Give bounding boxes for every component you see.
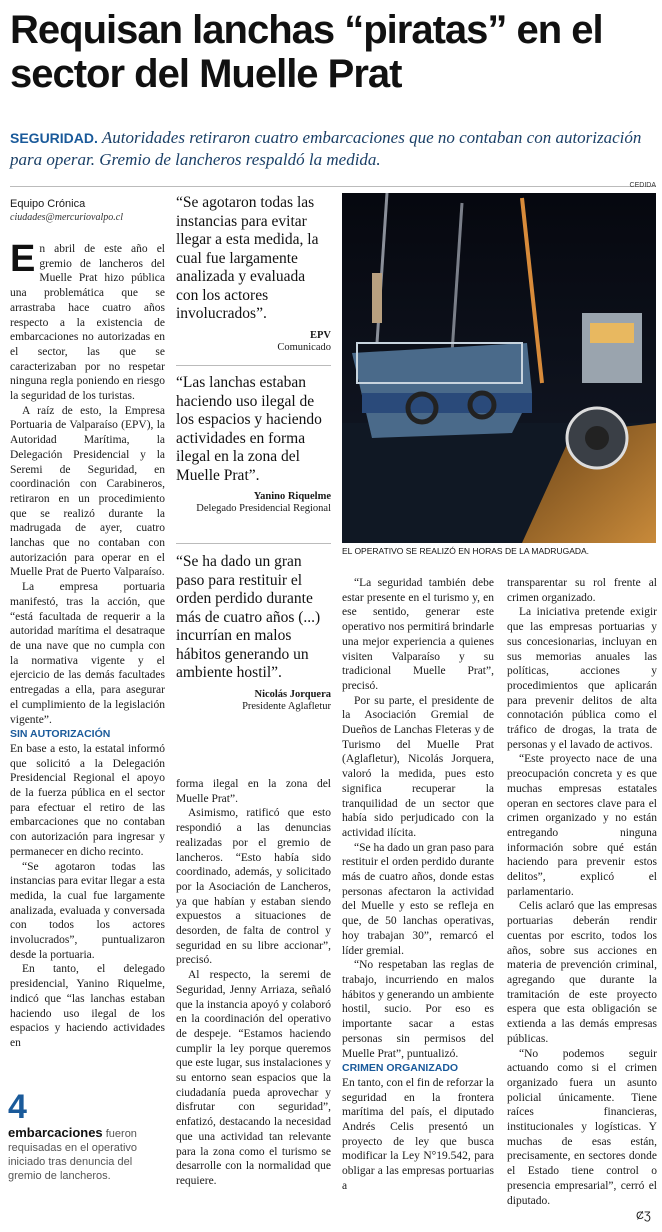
paragraph: forma ilegal en la zona del Muelle Prat”. (176, 778, 331, 805)
paragraph: En abril de este año el gremio de lancheros del Muelle Prat hizo pública una problemática que se arrastraba hace cuatro años respecto a la existencia de embarcaciones no autorizadas en el sector, las que se caracterizaban por no respetar ninguna regla poniendo en riesgo la seguridad de los turistas. (10, 238, 165, 403)
paragraph: Por su parte, el presidente de la Asociación Gremial de Dueños de Lanchas Fleteras y de Turismo del Muelle Prat (Aglafletur), Nicolás Jorquera, valoró la medida, pues esto significa recuperar la tranquilidad de un sector que había sido perjudicado con la actividad ilícita. (342, 694, 494, 839)
article-column-2 (176, 777, 331, 1189)
photo-caption: EL OPERATIVO SE REALIZÓ EN HORAS DE LA MADRUGADA. (342, 546, 590, 556)
factbox-strong: embarcaciones (8, 1125, 103, 1140)
deck-kicker: SEGURIDAD. (10, 130, 98, 146)
photo-boat-at-night (342, 193, 656, 543)
quote-role: Delegado Presidencial Regional (196, 503, 331, 514)
quote-name: EPV (310, 329, 331, 341)
subhead-sin-autorizacion: SIN AUTORIZACIÓN (10, 728, 111, 741)
quote-text: “Se ha dado un gran paso para restituir el orden perdido durante más de cuatro años (...) incurrían en malos hábitos generando un ambiente hostil”. (176, 553, 321, 681)
headline: Requisan lanchas “piratas” en el sector del Muelle Prat (10, 8, 603, 96)
quote-text: “Las lanchas estaban haciendo uso ilegal de los espacios y haciendo actividades en forma ilegal en la zona del Muelle Prat”. (176, 374, 322, 484)
paragraph: “Se ha dado un gran paso para restituir el orden perdido durante más de cuatro años, donde estas personas afectaron la actividad del Muelle y esto se refleja en que, de 50 lanchas operativas, hoy trabajan 30”, remarcó el líder gremial. (342, 841, 494, 957)
article-column-4 (507, 576, 657, 1208)
divider (10, 186, 656, 187)
paragraph: La empresa portuaria manifestó, tras la acción, que “está facultada de requerir a la autoridad marítima el desatraque de una nave que no cumpla con la normativa vigente y el ejercicio de las demás facultades entregadas a ella, para asegurar el cumplimiento de la legislación vigente”. (10, 581, 165, 726)
pull-quote-1 (176, 194, 331, 353)
quote-name: Nicolás Jorquera (254, 688, 331, 700)
byline-author: Equipo Crónica (10, 198, 86, 210)
paragraph: A raíz de esto, la Empresa Portuaria de Valparaíso (EPV), la Autoridad Marítima, la Delegación Presidencial y la Seremi de Seguridad, en coordinación con Carabineros, retiraron en un procedimiento que se realizó durante la madrugada de ayer, cuatro lanchas que no contaban con autorización para operar en el Muelle Prat de Puerto Valparaíso. (10, 404, 165, 579)
byline (10, 197, 165, 225)
factbox-number: 4 (8, 1088, 27, 1126)
quote-role: Comunicado (277, 341, 331, 353)
paragraph: En base a esto, la estatal informó que solicitó a la Delegación Presidencial Regional el apoyo de la fuerza pública en el sector para efectuar el retiro de las embarcaciones que no contaban con autorización para ingresar y permanecer en dicho recinto. (10, 742, 165, 858)
paragraph: transparentar su rol frente al crimen organizado. (507, 577, 657, 604)
article-column-1 (10, 238, 165, 1051)
quote-name: Yanino Riquelme (253, 491, 331, 502)
drop-cap: E (10, 238, 36, 280)
quote-role: Presidente Aglafletur (242, 700, 331, 712)
subhead-crimen-organizado: CRIMEN ORGANIZADO (342, 1062, 459, 1075)
article-column-3 (342, 576, 494, 1194)
paragraph: “No podemos seguir actuando como si el crimen organizado fuera un asunto policial únicamente. Tiene raíces financieras, institucionales y logísticas. Y muchas de esas están, precisamente, en sectores donde el Estado tiene control o presencia empresarial”, cerró el diputado. (507, 1047, 657, 1207)
paragraph: En tanto, con el fin de reforzar la seguridad en la frontera marítima del país, el diputado Andrés Celis presentó un proyecto de ley que busca modificar la Ley N°19.542, para obligar a las empresas portuarias a (342, 1076, 494, 1192)
end-mark-icon: ȻƷ (636, 1210, 651, 1222)
deck-text: Autoridades retiraron cuatro embarcaciones que no contaban con autorización para operar. Gremio de lancheros respaldó la medida. (10, 128, 642, 169)
paragraph: “Este proyecto nace de una preocupación concreta y es que muchas empresas estatales operan en sectores clave para el crimen organizado y no están entregando ninguna información sobre qué están haciendo para prevenir estos delitos”, explicó el parlamentario. (507, 753, 657, 898)
paragraph: Celis aclaró que las empresas portuarias deberán rendir cuentas por escrito, todos los años, sobre sus acciones en materia de prevención criminal, agregando que durante la tramitación de este proyecto espera que esta obligación se extienda a las demás empresas públicas. (507, 900, 657, 1045)
pull-quote-3 (176, 553, 331, 712)
paragraph: “Se agotaron todas las instancias para evitar llegar a esta medida, la cual fue largamente analizada, evaluada y conversada con todos los actores involucrados”, puntualizaron desde la portuaria. (10, 860, 165, 961)
deck (10, 127, 655, 171)
divider (176, 365, 331, 366)
paragraph: “La seguridad también debe estar presente en el turismo y, en ese sentido, generar este operativo nos permitirá brindarle una mejor experiencia a quienes visiten Valparaíso y su tradicional Muelle Prat”, precisó. (342, 577, 494, 692)
photo-credit: CEDIDA (629, 182, 656, 189)
paragraph: Al respecto, la seremi de Seguridad, Jenny Arriaza, señaló que la instancia apoyó y colaboró en la coordinación del operativo de despeje. “Estamos haciendo cumplir la ley porque queremos que este lugar, sus instalaciones y su entorno sean espacios que la ciudadanía pueda aprovechar y disfrutar con seguridad”, enfatizó, destacando la necesidad que una actividad tan relevante para la zona como el turismo se desarrolle con la normalidad que requiere. (176, 969, 331, 1187)
paragraph: Asimismo, ratificó que esto respondió a las denuncias realizadas por el gremio de lancheros. “Esto había sido coordinado, además, y solicitado por la Asociación de Lancheros, ya que habían y estaban siendo expuestos a situaciones de desorden, de falta de control y seguridad en su libre accionar”, precisó. (176, 807, 331, 967)
factbox (8, 1126, 168, 1183)
paragraph: En tanto, el delegado presidencial, Yanino Riquelme, indicó que “las lanchas estaban haciendo uso ilegal de los espacios y haciendo actividades en (10, 963, 165, 1049)
factbox-text: fueron requisadas en el operativo iniciado tras denuncia del gremio de lancheros. (8, 1128, 138, 1182)
paragraph: “No respetaban las reglas de trabajo, incurriendo en malos hábitos y generando un ambiente hostil, sucio. Por eso es importante sacar a estas personas sin permisos del Muelle Prat”, puntualizó. (342, 959, 495, 1060)
pull-quote-2 (176, 374, 331, 514)
quote-text: “Se agotaron todas las instancias para evitar llegar a esta medida, la cual fue largamente analizada y evaluada con los actores involucrados”. (176, 194, 319, 322)
byline-email: ciudades@mercuriovalpo.cl (10, 212, 123, 223)
paragraph: La iniciativa pretende exigir que las empresas portuarias y sus concesionarias, incluyan en sus memorias anuales las políticas, acciones y procedimientos que aplicarán para prevenir delitos de alta connotación pública como el tráfico de drogas, la trata de personas y el lavado de activos. (507, 606, 657, 751)
photo-illustration (342, 193, 656, 543)
divider (176, 543, 331, 544)
